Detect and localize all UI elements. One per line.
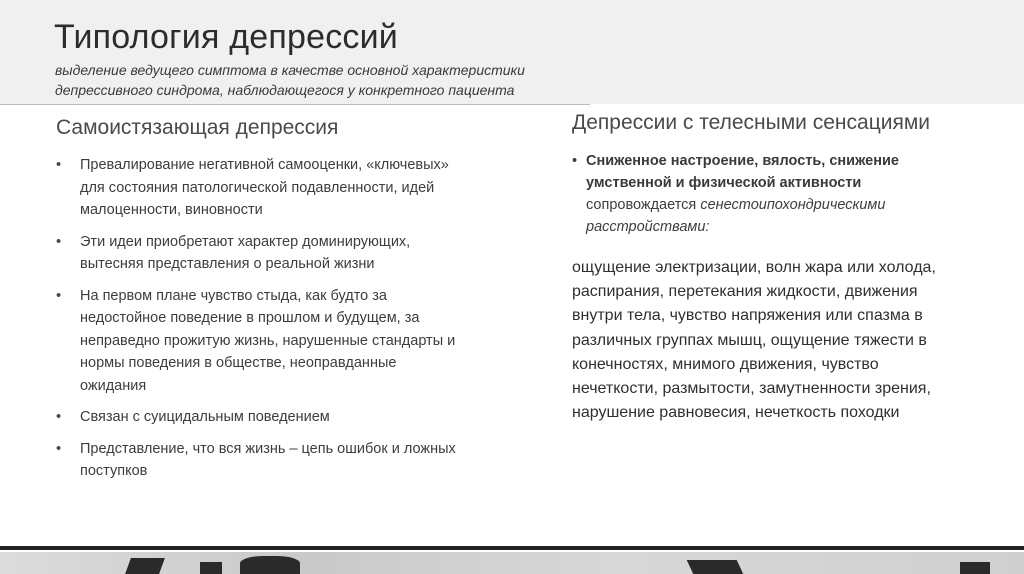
right-bullet-plain: сопровождается bbox=[586, 197, 701, 213]
right-column bbox=[572, 106, 952, 425]
right-bullet bbox=[572, 150, 952, 238]
slide-subtitle: выделение ведущего симптома в качестве основной характеристики депрессивного синдрома, наблюдающегося у конкретного пациента bbox=[55, 62, 525, 98]
list-item: • Превалирование негативной самооценки, «ключевых» для состояния патологической подавленности, идей малоценности, виновности bbox=[56, 154, 456, 222]
list-item: • Связан с суицидальным поведением bbox=[56, 406, 456, 429]
list-item: • На первом плане чувство стыда, как будто за недостойное поведение в прошлом и будущем, за неправедно прожитую жизнь, нарушенные стандарты и нормы поведения в обществе, неоправданные ожидания bbox=[56, 285, 456, 398]
footer-image bbox=[0, 552, 1024, 574]
right-heading: Депрессии с телесными сенсациями bbox=[572, 111, 931, 134]
bullet-dot: • bbox=[572, 153, 578, 169]
right-bullet-italic: сенестоипохондрическими расстройствами: bbox=[586, 197, 886, 235]
left-bullet-list bbox=[56, 154, 456, 483]
left-column bbox=[56, 116, 456, 492]
right-bullet-bold: Сниженное настроение, вялость, снижение умственной и физической активности bbox=[586, 153, 899, 191]
left-heading: Самоистязающая депрессия bbox=[56, 116, 339, 139]
footer-divider bbox=[0, 546, 1024, 550]
right-paragraph: ощущение электризации, волн жара или холода, распирания, перетекания жидкости, движения внутри тела, чувство напряжения или спазма в различных группах мышц, ощущение тяжести в конечностях, мнимого движения, чувство нечеткости, размытости, замутненности зрения, нарушение равновесия, нечеткость походки bbox=[572, 259, 936, 422]
list-item: • Эти идеи приобретают характер доминирующих, вытесняя представления о реальной жизни bbox=[56, 231, 456, 276]
title-divider bbox=[0, 104, 590, 105]
slide-title: Типология депрессий bbox=[54, 18, 398, 56]
list-item: • Представление, что вся жизнь – цепь ошибок и ложных поступков bbox=[56, 438, 456, 483]
